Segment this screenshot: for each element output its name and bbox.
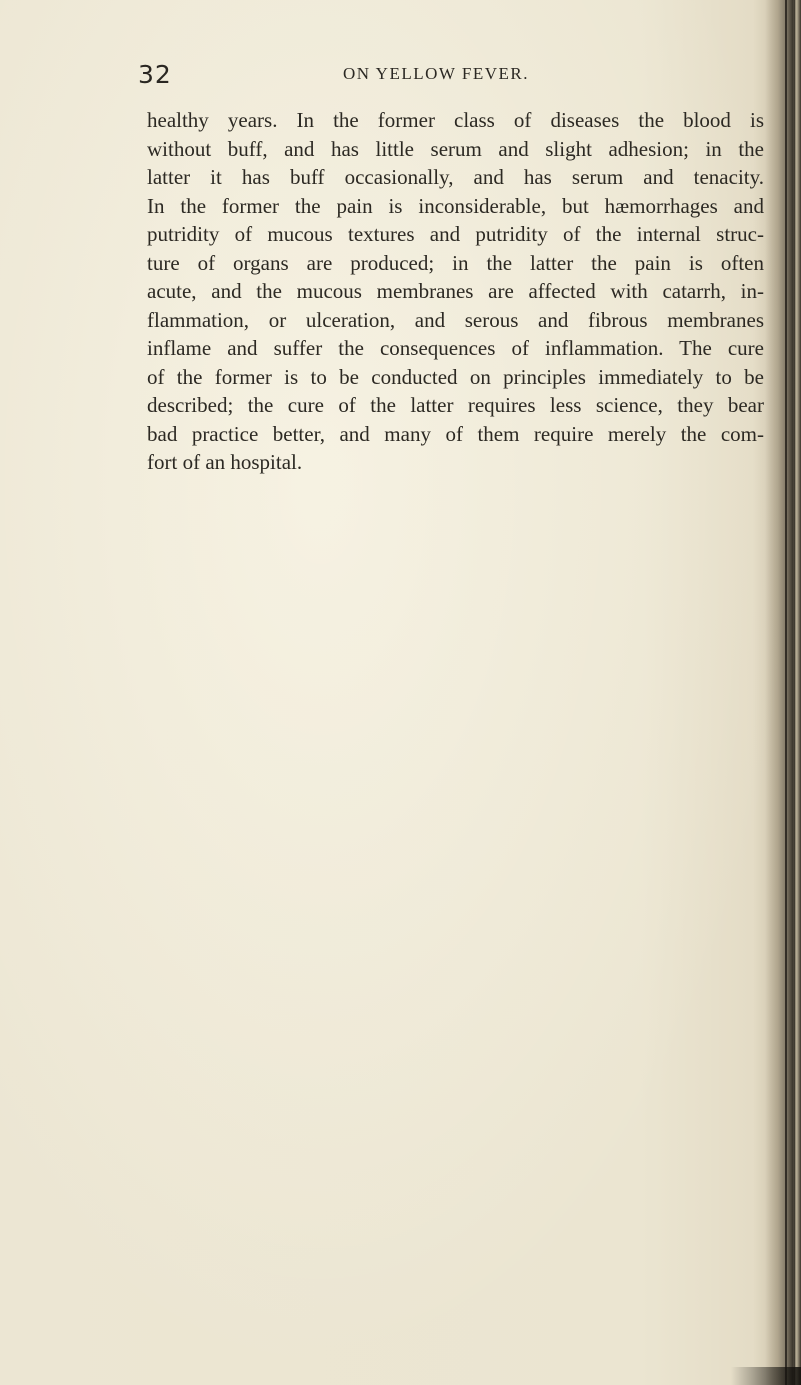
binding-edge-line <box>794 0 795 1385</box>
page-number: 32 <box>138 60 172 89</box>
text-line: bad practice better, and many of them require merely the com- <box>147 421 764 446</box>
page-header <box>138 60 768 90</box>
text-line: described; the cure of the latter requires less science, they bear <box>147 393 764 417</box>
text-line: In the former the pain is inconsiderable, but hæmorrhages and <box>147 193 764 218</box>
text-line: acute, and the mucous membranes are affected with catarrh, in- <box>147 279 764 303</box>
text-line: flammation, or ulceration, and serous and fibrous membranes <box>147 307 764 332</box>
body-paragraph <box>147 106 764 477</box>
text-line: fort of an hospital. <box>147 450 303 474</box>
text-line: latter it has buff occasionally, and has serum and tenacity. <box>147 165 764 189</box>
text-line: putridity of mucous textures and putridity of the internal struc- <box>147 222 764 246</box>
running-title: ON YELLOW FEVER. <box>343 64 529 83</box>
binding-edge-line <box>785 0 787 1385</box>
text-line: without buff, and has little serum and slight adhesion; in the <box>147 136 764 161</box>
text-line: inflame and suffer the consequences of inflammation. The cure <box>147 336 764 360</box>
text-line: of the former is to be conducted on principles immediately to be <box>147 364 764 389</box>
text-line: ture of organs are produced; in the latter the pain is often <box>147 250 764 275</box>
text-line: healthy years. In the former class of diseases the blood is <box>147 108 764 132</box>
page-edge-shadow <box>765 0 801 1385</box>
corner-shadow <box>731 1367 801 1385</box>
